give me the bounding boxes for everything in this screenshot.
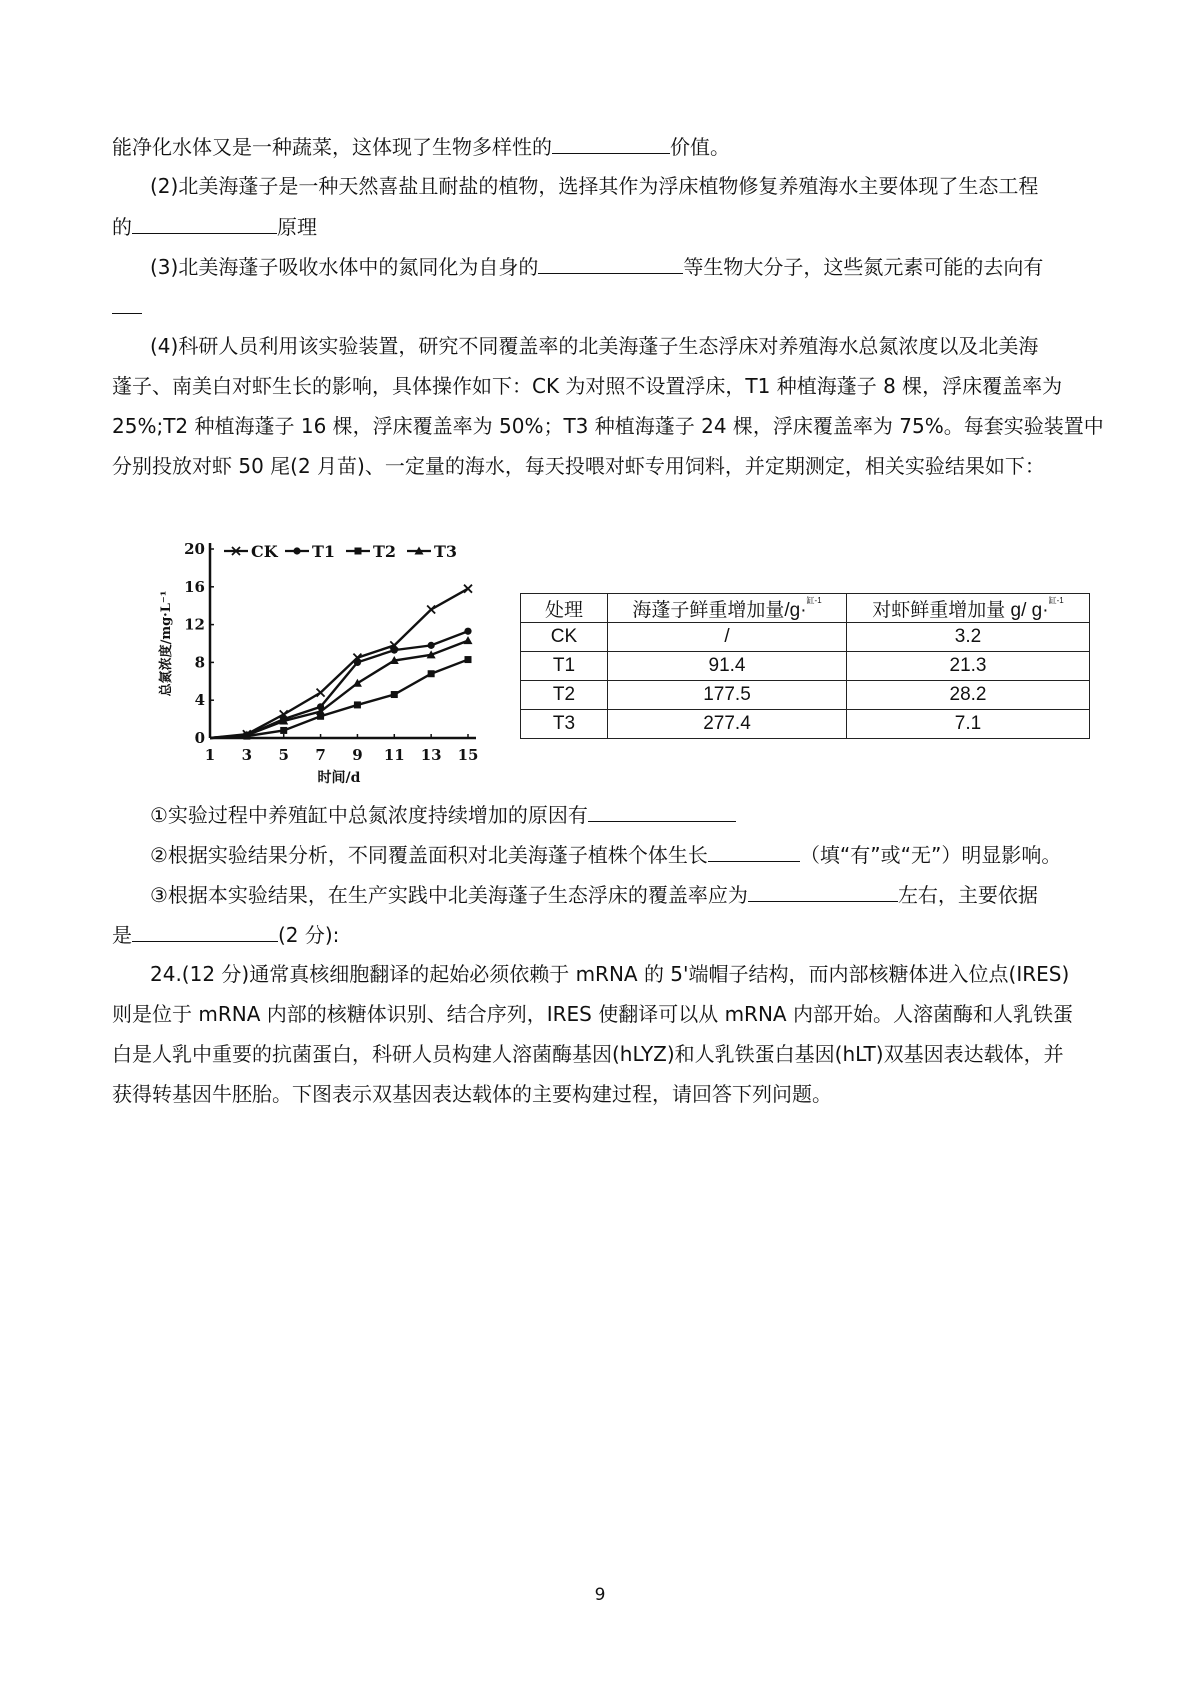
- series-ck: [210, 585, 472, 739]
- text-segment: 价值。: [670, 135, 730, 159]
- x-tick-label: 9: [352, 746, 363, 764]
- y-tick-label: 20: [184, 540, 205, 558]
- text-line: 分别投放对虾 50 尾(2 月苗)、一定量的海水，每天投喂对虾专用饲料，并定期测定，相关实验结果如下：: [112, 454, 1045, 478]
- table-cell: T2: [521, 681, 608, 710]
- table-header-cell: 处理: [521, 594, 608, 623]
- table-cell: 277.4: [608, 710, 847, 739]
- text-segment: （填“有”或“无”）明显影响。: [799, 843, 1062, 867]
- question-24-text: 白是人乳中重要的抗菌蛋白，科研人员构建人溶菌酶基因(hLYZ)和人乳铁蛋白基因(hLT)双基因表达载体，并: [112, 1042, 1064, 1066]
- series-t1: [210, 628, 472, 739]
- text-segment: (3)北美海蓬子吸收水体中的氮同化为自身的: [150, 255, 539, 279]
- x-tick-label: 11: [383, 746, 405, 764]
- legend-item: [346, 542, 396, 561]
- text-line: (2)北美海蓬子是一种天然喜盐且耐盐的植物，选择其作为浮床植物修复养殖海水主要体现了生态工程: [150, 174, 1039, 198]
- question-24-text: 24.(12 分)通常真核细胞翻译的起始必须依赖于 mRNA 的 5'端帽子结构，而内部核糖体进入位点(IRES): [150, 962, 1070, 986]
- y-tick-label: 16: [184, 577, 205, 596]
- square-marker: [280, 727, 287, 734]
- legend-label: T1: [312, 542, 336, 561]
- table-row: [521, 710, 1090, 739]
- x-marker: [464, 585, 472, 593]
- legend-item: [285, 542, 335, 561]
- series-t2: [210, 656, 472, 740]
- table-row: [521, 652, 1090, 681]
- text-segment: ①实验过程中养殖缸中总氮浓度持续增加的原因有: [150, 803, 588, 827]
- x-marker: [427, 605, 435, 613]
- circle-marker: [293, 547, 300, 554]
- answer-blank[interactable]: [132, 919, 278, 942]
- square-marker: [355, 548, 362, 555]
- question-24-text: 获得转基因牛胚胎。下图表示双基因表达载体的主要构建过程，请回答下列问题。: [112, 1082, 832, 1106]
- table-cell: T1: [521, 652, 608, 681]
- table-cell: 7.1: [847, 710, 1090, 739]
- text-line: [112, 291, 142, 322]
- question-24-text: 则是位于 mRNA 内部的核糖体识别、结合序列，IRES 使翻译可以从 mRNA 内部开始。人溶菌酶和人乳铁蛋: [112, 1002, 1073, 1026]
- text-line: [150, 251, 1043, 282]
- series-t3: [210, 636, 473, 739]
- y-tick-label: 8: [194, 653, 205, 672]
- table-cell: 177.5: [608, 681, 847, 710]
- text-segment: 等生物大分子，这些氮元素可能的去向有: [683, 255, 1044, 279]
- x-tick-label: 13: [420, 746, 442, 764]
- answer-blank[interactable]: [132, 211, 277, 234]
- table-header-row: [521, 594, 1090, 623]
- text-line: (4)科研人员利用该实验装置，研究不同覆盖率的北美海蓬子生态浮床对养殖海水总氮浓度以及北美海: [150, 334, 1039, 358]
- square-marker: [354, 701, 361, 708]
- x-axis-label: 时间/d: [317, 770, 361, 786]
- x-tick-label: 7: [315, 746, 326, 764]
- nitrogen-line-chart: [150, 535, 490, 790]
- circle-marker: [354, 659, 361, 666]
- answer-blank[interactable]: [588, 799, 736, 822]
- y-tick-label: 12: [184, 615, 205, 634]
- question-1: [150, 799, 736, 830]
- text-segment: 是: [112, 923, 132, 947]
- results-table: [520, 593, 1090, 739]
- table-cell: 91.4: [608, 652, 847, 681]
- legend-label: T3: [434, 542, 458, 561]
- circle-marker: [464, 628, 471, 635]
- x-tick-label: 1: [204, 746, 216, 764]
- question-3: [150, 879, 1038, 910]
- table-header-cell: [608, 594, 847, 623]
- text-segment: 的: [112, 215, 132, 239]
- header-text: 海蓬子鲜重增加量/g·: [632, 599, 807, 621]
- square-marker: [428, 670, 435, 677]
- table-header-cell: [847, 594, 1090, 623]
- text-segment: ③根据本实验结果，在生产实践中北美海蓬子生态浮床的覆盖率应为: [150, 883, 748, 907]
- header-unit-sup: 缸-1: [806, 595, 822, 605]
- table-cell: /: [608, 623, 847, 652]
- table-cell: CK: [521, 623, 608, 652]
- text-segment: 能净化水体又是一种蔬菜，这体现了生物多样性的: [112, 135, 552, 159]
- text-segment: ②根据实验结果分析，不同覆盖面积对北美海蓬子植株个体生长: [150, 843, 708, 867]
- triangle-marker: [464, 636, 473, 644]
- text-segment: (2 分):: [278, 923, 340, 947]
- table-cell: T3: [521, 710, 608, 739]
- legend-item: [407, 542, 457, 561]
- text-line: 25%;T2 种植海蓬子 16 棵，浮床覆盖率为 50%；T3 种植海蓬子 24 棵，浮床覆盖率为 75%。每套实验装置中: [112, 414, 1104, 438]
- x-tick-label: 3: [241, 746, 253, 764]
- text-segment: 原理: [277, 215, 317, 239]
- y-tick-label: 4: [194, 691, 205, 710]
- text-line: [112, 131, 730, 162]
- question-2: [150, 839, 1061, 870]
- legend-label: T2: [373, 542, 397, 561]
- table-row: [521, 623, 1090, 652]
- question-3-cont: [112, 919, 339, 950]
- square-marker: [391, 691, 398, 698]
- table-cell: 3.2: [847, 623, 1090, 652]
- header-unit-sup: 缸-1: [1048, 595, 1064, 605]
- square-marker: [465, 656, 472, 663]
- answer-blank[interactable]: [538, 251, 683, 274]
- page-number: 9: [594, 1585, 606, 1605]
- table-cell: 28.2: [847, 681, 1090, 710]
- text-segment: 左右，主要依据: [897, 883, 1038, 907]
- table-row: [521, 681, 1090, 710]
- legend-item: [224, 542, 279, 561]
- answer-blank[interactable]: [552, 131, 670, 154]
- legend-label: CK: [251, 542, 278, 561]
- x-tick-label: 5: [278, 746, 289, 764]
- circle-marker: [391, 647, 398, 654]
- x-tick-label: 15: [457, 746, 479, 764]
- table-cell: 21.3: [847, 652, 1090, 681]
- answer-blank[interactable]: [748, 879, 898, 902]
- circle-marker: [428, 642, 435, 649]
- y-axis-label: 总氮浓度/mg·L⁻¹: [159, 590, 174, 697]
- answer-blank[interactable]: [112, 291, 142, 314]
- text-line: 蓬子、南美白对虾生长的影响，具体操作如下：CK 为对照不设置浮床，T1 种植海蓬子 8 棵，浮床覆盖率为: [112, 374, 1063, 398]
- x-marker: [317, 689, 325, 697]
- text-line: [112, 211, 317, 242]
- header-text: 对虾鲜重增加量 g/ g·: [872, 599, 1049, 621]
- answer-blank[interactable]: [708, 839, 800, 862]
- y-tick-label: 0: [194, 729, 205, 747]
